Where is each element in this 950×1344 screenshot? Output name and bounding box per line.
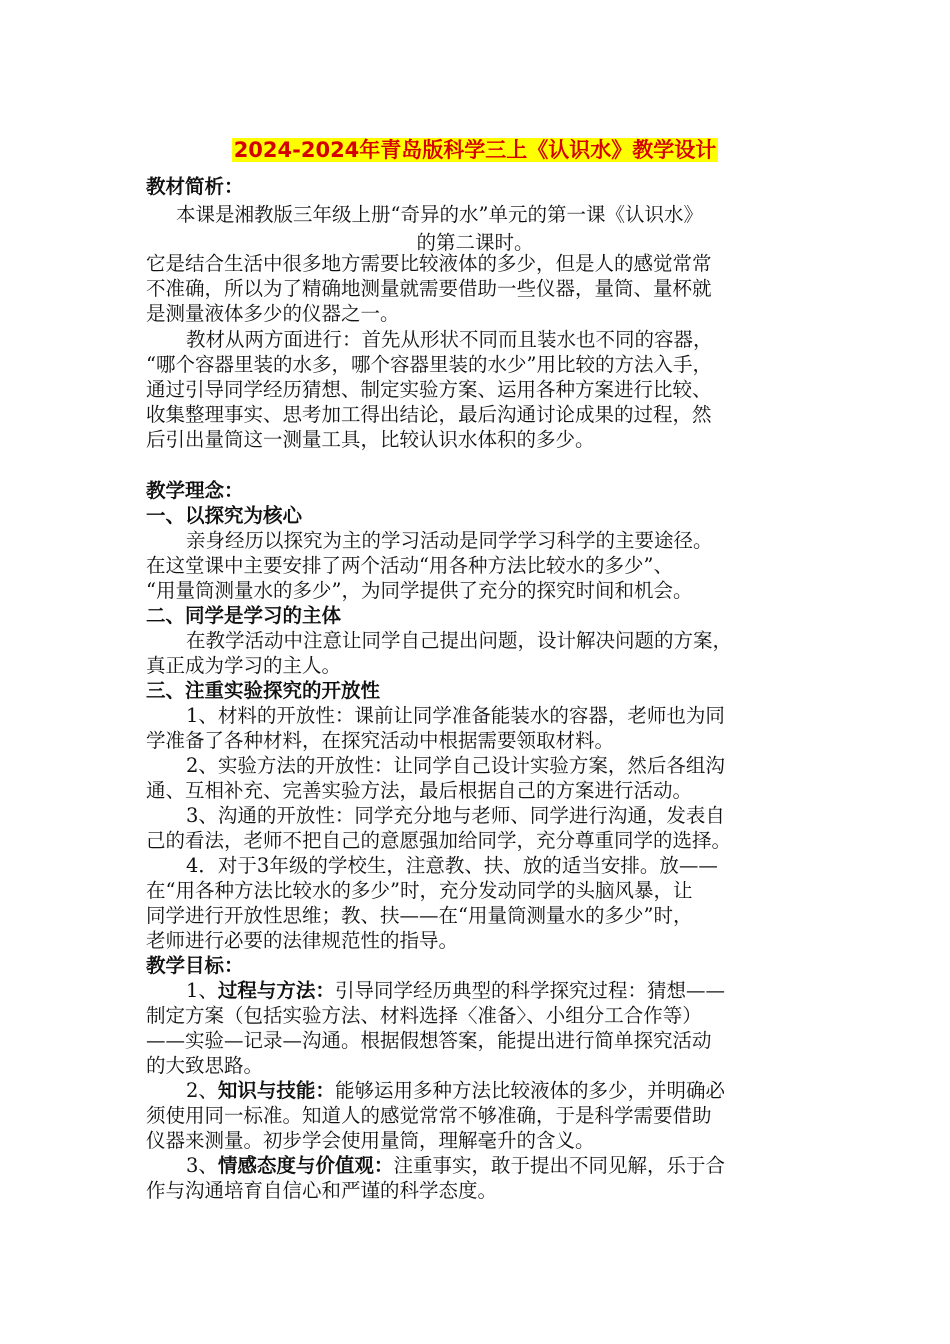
objective-text: 能够运用多种方法比较液体的多少，并明确必	[334, 1079, 725, 1102]
paragraph-line: 制定方案（包括实验方法、材料选择〈准备〉、小组分工合作等）	[146, 1004, 702, 1027]
objective-line	[186, 977, 725, 1005]
paragraph-line: 己的看法，老师不把自己的意愿强加给同学，充分尊重同学的选择。	[146, 829, 732, 852]
paragraph-line: “用量筒测量水的多少”，为同学提供了充分的探究时间和机会。	[146, 579, 693, 602]
section-heading-objectives: 教学目标：	[146, 954, 244, 977]
paragraph-line: 真正成为学习的主人。	[146, 654, 342, 677]
objective-number: 3、	[186, 1154, 218, 1177]
paragraph-line: 本课是湘教版三年级上册“奇异的水”单元的第一课《认识水》	[176, 203, 703, 226]
objective-label: 情感态度与价值观：	[217, 1154, 394, 1177]
subheading: 三、注重实验探究的开放性	[146, 679, 381, 702]
section-heading-philosophy: 教学理念：	[146, 479, 244, 502]
document-title	[0, 136, 950, 164]
paragraph-line: 3、沟通的开放性：同学充分地与老师、同学进行沟通，发表自	[186, 804, 725, 827]
objective-number: 2、	[186, 1079, 218, 1102]
paragraph-line: 通、互相补充、完善实验方法，最后根据自己的方案进行活动。	[146, 779, 693, 802]
paragraph-line: 1、材料的开放性：课前让同学准备能装水的容器，老师也为同	[186, 704, 725, 727]
paragraph-line: “哪个容器里装的水多，哪个容器里装的水少”用比较的方法入手，	[146, 353, 712, 376]
objective-line	[186, 1077, 725, 1105]
paragraph-line: 不准确，所以为了精确地测量就需要借助一些仪器，量筒、量杯就	[146, 277, 712, 300]
paragraph-line: 它是结合生活中很多地方需要比较液体的多少，但是人的感觉常常	[146, 252, 712, 275]
objective-label: 知识与技能：	[217, 1079, 335, 1102]
paragraph-line: 在这堂课中主要安排了两个活动“用各种方法比较水的多少”、	[146, 554, 673, 577]
paragraph-line: 通过引导同学经历猜想、制定实验方案、运用各种方案进行比较、	[146, 378, 712, 401]
paragraph-line: 学准备了各种材料，在探究活动中根据需要领取材料。	[146, 729, 615, 752]
paragraph-line: 须使用同一标准。知道人的感觉常常不够准确，于是科学需要借助	[146, 1104, 712, 1127]
subheading: 二、同学是学习的主体	[146, 604, 342, 627]
paragraph-line: 的大致思路。	[146, 1054, 264, 1077]
objective-text: 引导同学经历典型的科学探究过程：猜想——	[334, 979, 725, 1002]
objective-text: 注重事实，敢于提出不同见解，乐于合	[393, 1154, 725, 1177]
objective-label: 过程与方法：	[217, 979, 335, 1002]
paragraph-line: 2、实验方法的开放性：让同学自己设计实验方案，然后各组沟	[186, 754, 725, 777]
paragraph-line: 仪器来测量。初步学会使用量筒，理解毫升的含义。	[146, 1129, 595, 1152]
paragraph-line: 教材从两方面进行：首先从形状不同而且装水也不同的容器，	[186, 328, 713, 351]
paragraph-line: 在“用各种方法比较水的多少”时，充分发动同学的头脑风暴，让	[146, 879, 693, 902]
paragraph-line: 在教学活动中注意让同学自己提出问题，设计解决问题的方案，	[186, 629, 733, 652]
paragraph-line: 的第二课时。	[416, 231, 534, 254]
objective-number: 1、	[186, 979, 218, 1002]
paragraph-line: 收集整理事实、思考加工得出结论，最后沟通讨论成果的过程，然	[146, 403, 712, 426]
paragraph-line: 同学进行开放性思维；教、扶——在“用量筒测量水的多少”时，	[146, 904, 693, 927]
paragraph-line: 4．对于3年级的学校生，注意教、扶、放的适当安排。放——	[186, 854, 718, 877]
paragraph-line: 是测量液体多少的仪器之一。	[146, 302, 400, 325]
paragraph-line: 亲身经历以探究为主的学习活动是同学学习科学的主要途径。	[186, 529, 713, 552]
section-heading-materials: 教材简析：	[146, 175, 244, 198]
paragraph-line: ——实验—记录—沟通。根据假想答案，能提出进行简单探究活动	[146, 1029, 712, 1052]
paragraph-line: 后引出量筒这一测量工具，比较认识水体积的多少。	[146, 428, 595, 451]
subheading: 一、以探究为核心	[146, 504, 303, 527]
paragraph-line: 作与沟通培育自信心和严谨的科学态度。	[146, 1179, 498, 1202]
paragraph-line: 老师进行必要的法律规范性的指导。	[146, 929, 459, 952]
objective-line	[186, 1152, 725, 1180]
title-highlight: 2024-2024年青岛版科学三上《认识水》教学设计	[233, 138, 717, 162]
